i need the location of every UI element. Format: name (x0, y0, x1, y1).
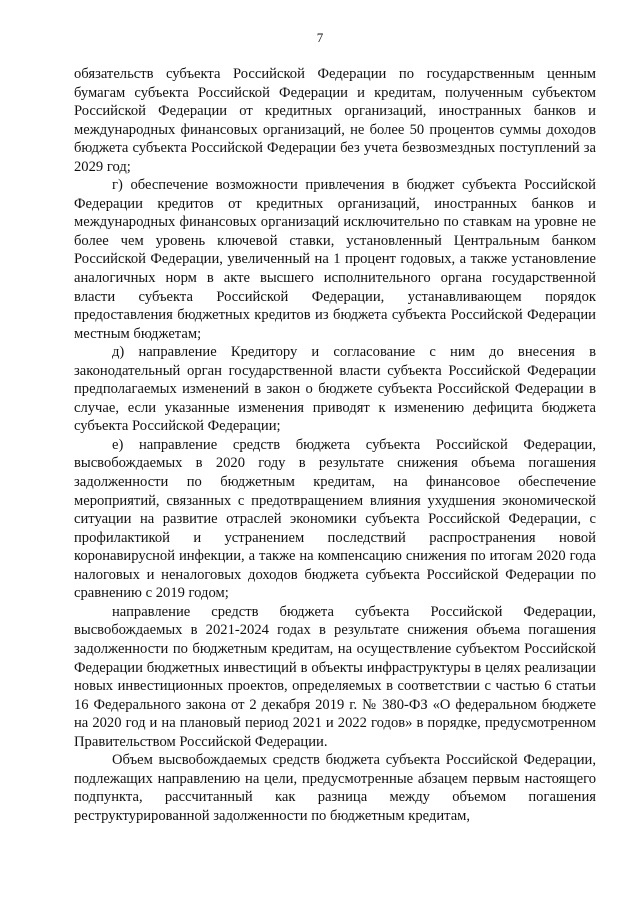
page-number: 7 (316, 30, 324, 45)
paragraph-continuation: обязательств субъекта Российской Федерации по государственным ценным бумагам субъекта Российской Федерации и кредитам, полученным субъектом Российской Федерации от кредитных организаций, иностранных банков и международных финансовых организаций, не более 50 процентов суммы доходов бюджета субъекта Российской Федерации без учета безвозмездных поступлений за 2029 год; (74, 66, 596, 175)
paragraph-volume: Объем высвобождаемых средств бюджета субъекта Российской Федерации, подлежащих направлению на цели, предусмотренные абзацем первым настоящего подпункта, рассчитанный как разница между объемом погашения реструктурированной задолженности по бюджетным кредитам, (74, 752, 596, 824)
paragraph-item-g: г) обеспечение возможности привлечения в бюджет субъекта Российской Федерации кредитов от кредитных организаций, иностранных банков и международных финансовых организаций исключительно по ставкам на уровне не более чем уровень ключевой ставки, установленный Центральным банком Российской Федерации, увеличенный на 1 процент годовых, а также установление аналогичных норм в акте высшего исполнительного органа государственной власти субъекта Российской Федерации, устанавливающем порядок предоставления бюджетных кредитов из бюджета субъекта Российской Федерации местным бюджетам; (74, 177, 596, 342)
paragraph-investments: направление средств бюджета субъекта Российской Федерации, высвобождаемых в 2021-2024 годах в результате снижения объема погашения задолженности по бюджетным кредитам, на осуществление субъектом Российской Федерации бюджетных инвестиций в объекты инфраструктуры в целях реализации новых инвестиционных проектов, определяемых в соответствии с частью 6 статьи 16 Федерального закона от 2 декабря 2019 г. № 380-ФЗ «О федеральном бюджете на 2020 год и на плановый период 2021 и 2022 годов» в порядке, предусмотренном Правительством Российской Федерации. (74, 603, 596, 750)
paragraph-item-d: д) направление Кредитору и согласование с ним до внесения в законодательный орган государственной власти субъекта Российской Федерации предполагаемых изменений в закон о бюджете субъекта Российской Федерации в случае, если указанные изменения приводят к изменению дефицита бюджета субъекта Российской Федерации; (74, 344, 596, 435)
document-body (74, 65, 596, 825)
paragraph-item-e: е) направление средств бюджета субъекта Российской Федерации, высвобождаемых в 2020 году в результате снижения объема погашения задолженности по бюджетным кредитам, на финансовое обеспечение мероприятий, связанных с предотвращением влияния ухудшения экономической ситуации на развитие отраслей экономики субъекта Российской Федерации, с профилактикой и устранением последствий распространения новой коронавирусной инфекции, а также на компенсацию снижения по итогам 2020 года налоговых и неналоговых доходов бюджета субъекта Российской Федерации по сравнению с 2019 годом; (74, 436, 596, 602)
